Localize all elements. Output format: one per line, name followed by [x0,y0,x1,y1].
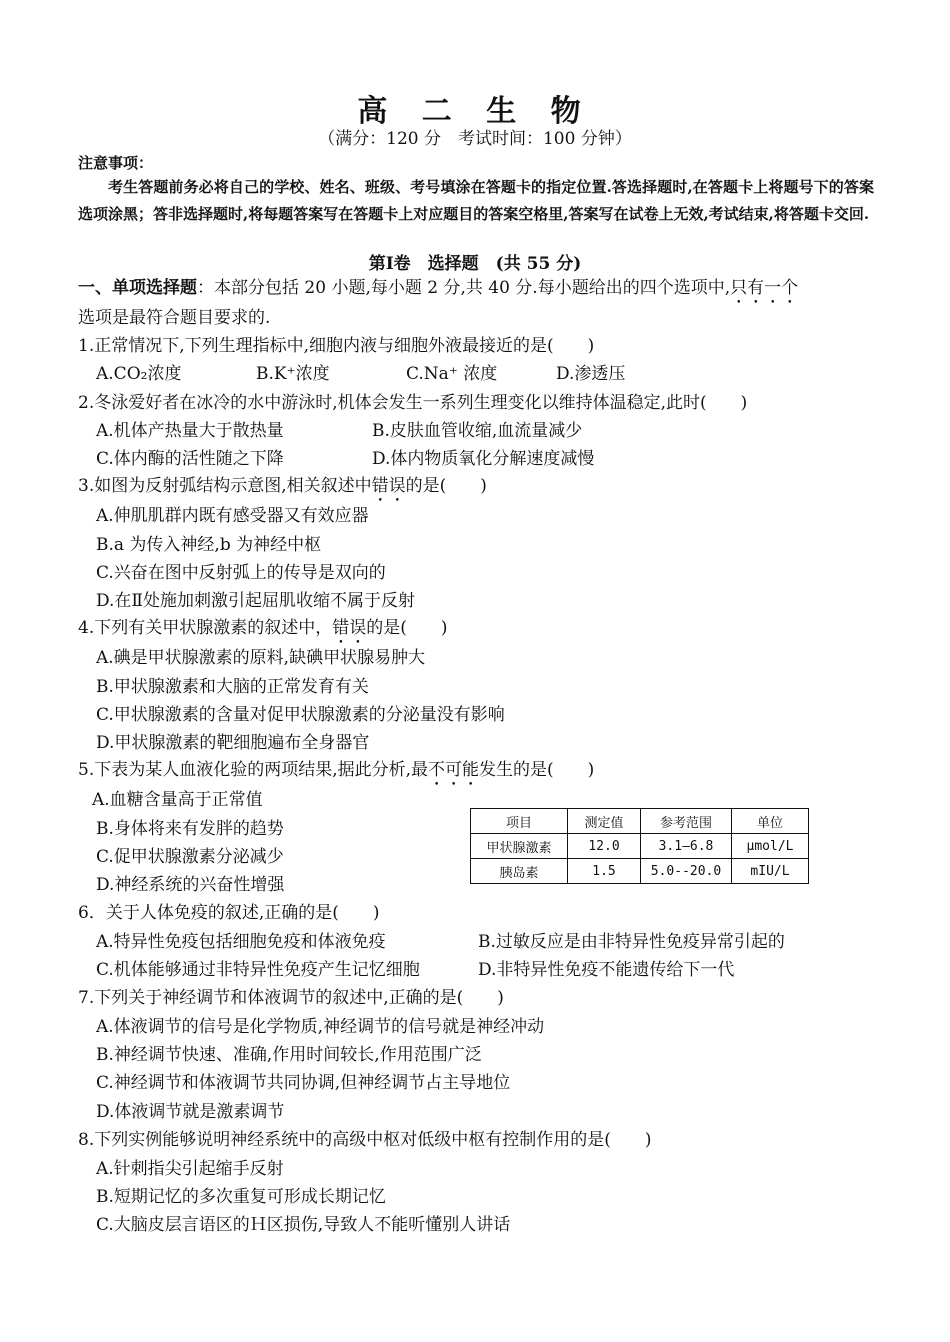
q3-stem-post: 的是( ) [405,476,487,496]
q5-option-c: C.促甲状腺激素分泌减少 [96,847,284,867]
table-header-cell: 测定值 [568,809,641,834]
notice-heading: 注意事项： [78,154,154,172]
table-header-row [471,809,809,834]
q5-stem [78,758,594,790]
q8-option-b: B.短期记忆的多次重复可形成长期记忆 [96,1187,386,1207]
blood-test-table [470,808,809,884]
q2-option-a: A.机体产热量大于散热量 [96,421,284,441]
q7-option-a: A.体液调节的信号是化学物质,神经调节的信号就是神经冲动 [96,1017,545,1037]
notice-body: 考生答题前务必将自己的学校、姓名、班级、考号填涂在答题卡的指定位置.答选择题时,在答题卡上将题号下的答案选项涂黑；答非选择题时,将每题答案写在答题卡上对应题目的答案空格里,答案写在试卷上无效,考试结束,将答题卡交回. [78,178,874,223]
table-header-cell: 单位 [732,809,809,834]
table-cell: 3.1—6.8 [641,834,732,859]
q2-option-b: B.皮肤血管收缩,血流量减少 [372,421,583,441]
q4-option-c: C.甲状腺激素的含量对促甲状腺激素的分泌量没有影响 [96,705,505,725]
part-intro-line-2: 选项是最符合题目要求的. [78,308,271,328]
table-cell: 5.0--20.0 [641,859,732,884]
q3-option-a: A.伸肌肌群内既有感受器又有效应器 [96,506,369,526]
q7-option-d: D.体液调节就是激素调节 [96,1102,285,1122]
part-intro-line-1 [78,276,798,308]
table-row [471,834,809,859]
q2-stem: 2.冬泳爱好者在冰冷的水中游泳时,机体会发生一系列生理变化以维持体温稳定,此时( ) [78,393,748,413]
q5-option-d: D.神经系统的兴奋性增强 [96,875,285,895]
q4-option-d: D.甲状腺激素的靶细胞遍布全身器官 [96,733,370,753]
q1-option-b: B.K⁺浓度 [256,364,330,384]
q5-stem-post: 发生的是( ) [479,760,595,780]
q4-stem-pre: 4.下列有关甲状腺激素的叙述中， [78,618,333,638]
q6-option-b: B.过敏反应是由非特异性免疫异常引起的 [478,932,785,952]
section-heading: 第Ⅰ卷 选择题 (共 55 分) [368,254,582,274]
q5-option-b: B.身体将来有发胖的趋势 [96,819,284,839]
q8-option-a: A.针刺指尖引起缩手反射 [96,1159,284,1179]
q2-option-d: D.体内物质氧化分解速度减慢 [372,449,595,469]
part-emphasis: 只有一个 [730,278,799,298]
q3-stem-pre: 3.如图为反射弧结构示意图,相关叙述中 [78,476,372,496]
q3-option-d: D.在Ⅱ处施加刺激引起屈肌收缩不属于反射 [96,591,415,611]
table-cell: μmol/L [732,834,809,859]
q3-option-c: C.兴奋在图中反射弧上的传导是双向的 [96,563,386,583]
q4-option-a: A.碘是甲状腺激素的原料,缺碘甲状腺易肿大 [96,648,426,668]
q6-stem: 6．关于人体免疫的叙述,正确的是( ) [78,903,380,923]
q1-stem: 1.正常情况下,下列生理指标中,细胞内液与细胞外液最接近的是( ) [78,336,595,356]
q8-stem: 8.下列实例能够说明神经系统中的高级中枢对低级中枢有控制作用的是( ) [78,1130,652,1150]
table-cell: 甲状腺激素 [471,834,568,859]
table-cell: mIU/L [732,859,809,884]
q7-stem: 7.下列关于神经调节和体液调节的叙述中,正确的是( ) [78,988,504,1008]
q6-option-c: C.机体能够通过非特异性免疫产生记忆细胞 [96,960,420,980]
table-row [471,859,809,884]
q8-option-c: C.大脑皮层言语区的Ｈ区损伤,导致人不能听懂别人讲话 [96,1215,511,1235]
table-cell: 12.0 [568,834,641,859]
part-intro-text: ：本部分包括 20 小题,每小题 2 分,共 40 分.每小题给出的四个选项中, [197,278,731,298]
q4-stem-emphasis: 错误 [332,618,367,638]
exam-subtitle: （满分：120 分 考试时间：100 分钟） [318,129,632,149]
q5-stem-emphasis: 不可能 [428,760,480,780]
table-cell: 1.5 [568,859,641,884]
q1-option-c: C.Na⁺ 浓度 [406,364,498,384]
q5-option-a: A.血糖含量高于正常值 [92,790,263,810]
q1-option-a: A.CO₂浓度 [96,364,182,384]
q7-option-b: B.神经调节快速、准确,作用时间较长,作用范围广泛 [96,1045,482,1065]
q4-stem [78,616,448,648]
table-header-cell: 项目 [471,809,568,834]
part-label: 一、单项选择题 [78,278,197,298]
q6-option-d: D.非特异性免疫不能遗传给下一代 [478,960,735,980]
q3-stem [78,474,487,506]
q5-stem-pre: 5.下表为某人血液化验的两项结果,据此分析,最 [78,760,429,780]
table-cell: 胰岛素 [471,859,568,884]
q3-stem-emphasis: 错误 [371,476,406,496]
q6-option-a: A.特异性免疫包括细胞免疫和体液免疫 [96,932,386,952]
q3-option-b: B.a 为传入神经,b 为神经中枢 [96,535,322,555]
q4-option-b: B.甲状腺激素和大脑的正常发育有关 [96,677,369,697]
exam-title: 高 二 生 物 [357,94,593,129]
q4-stem-post: 的是( ) [366,618,448,638]
q1-option-d: D.渗透压 [556,364,626,384]
q2-option-c: C.体内酶的活性随之下降 [96,449,284,469]
q7-option-c: C.神经调节和体液调节共同协调,但神经调节占主导地位 [96,1073,511,1093]
table-header-cell: 参考范围 [641,809,732,834]
